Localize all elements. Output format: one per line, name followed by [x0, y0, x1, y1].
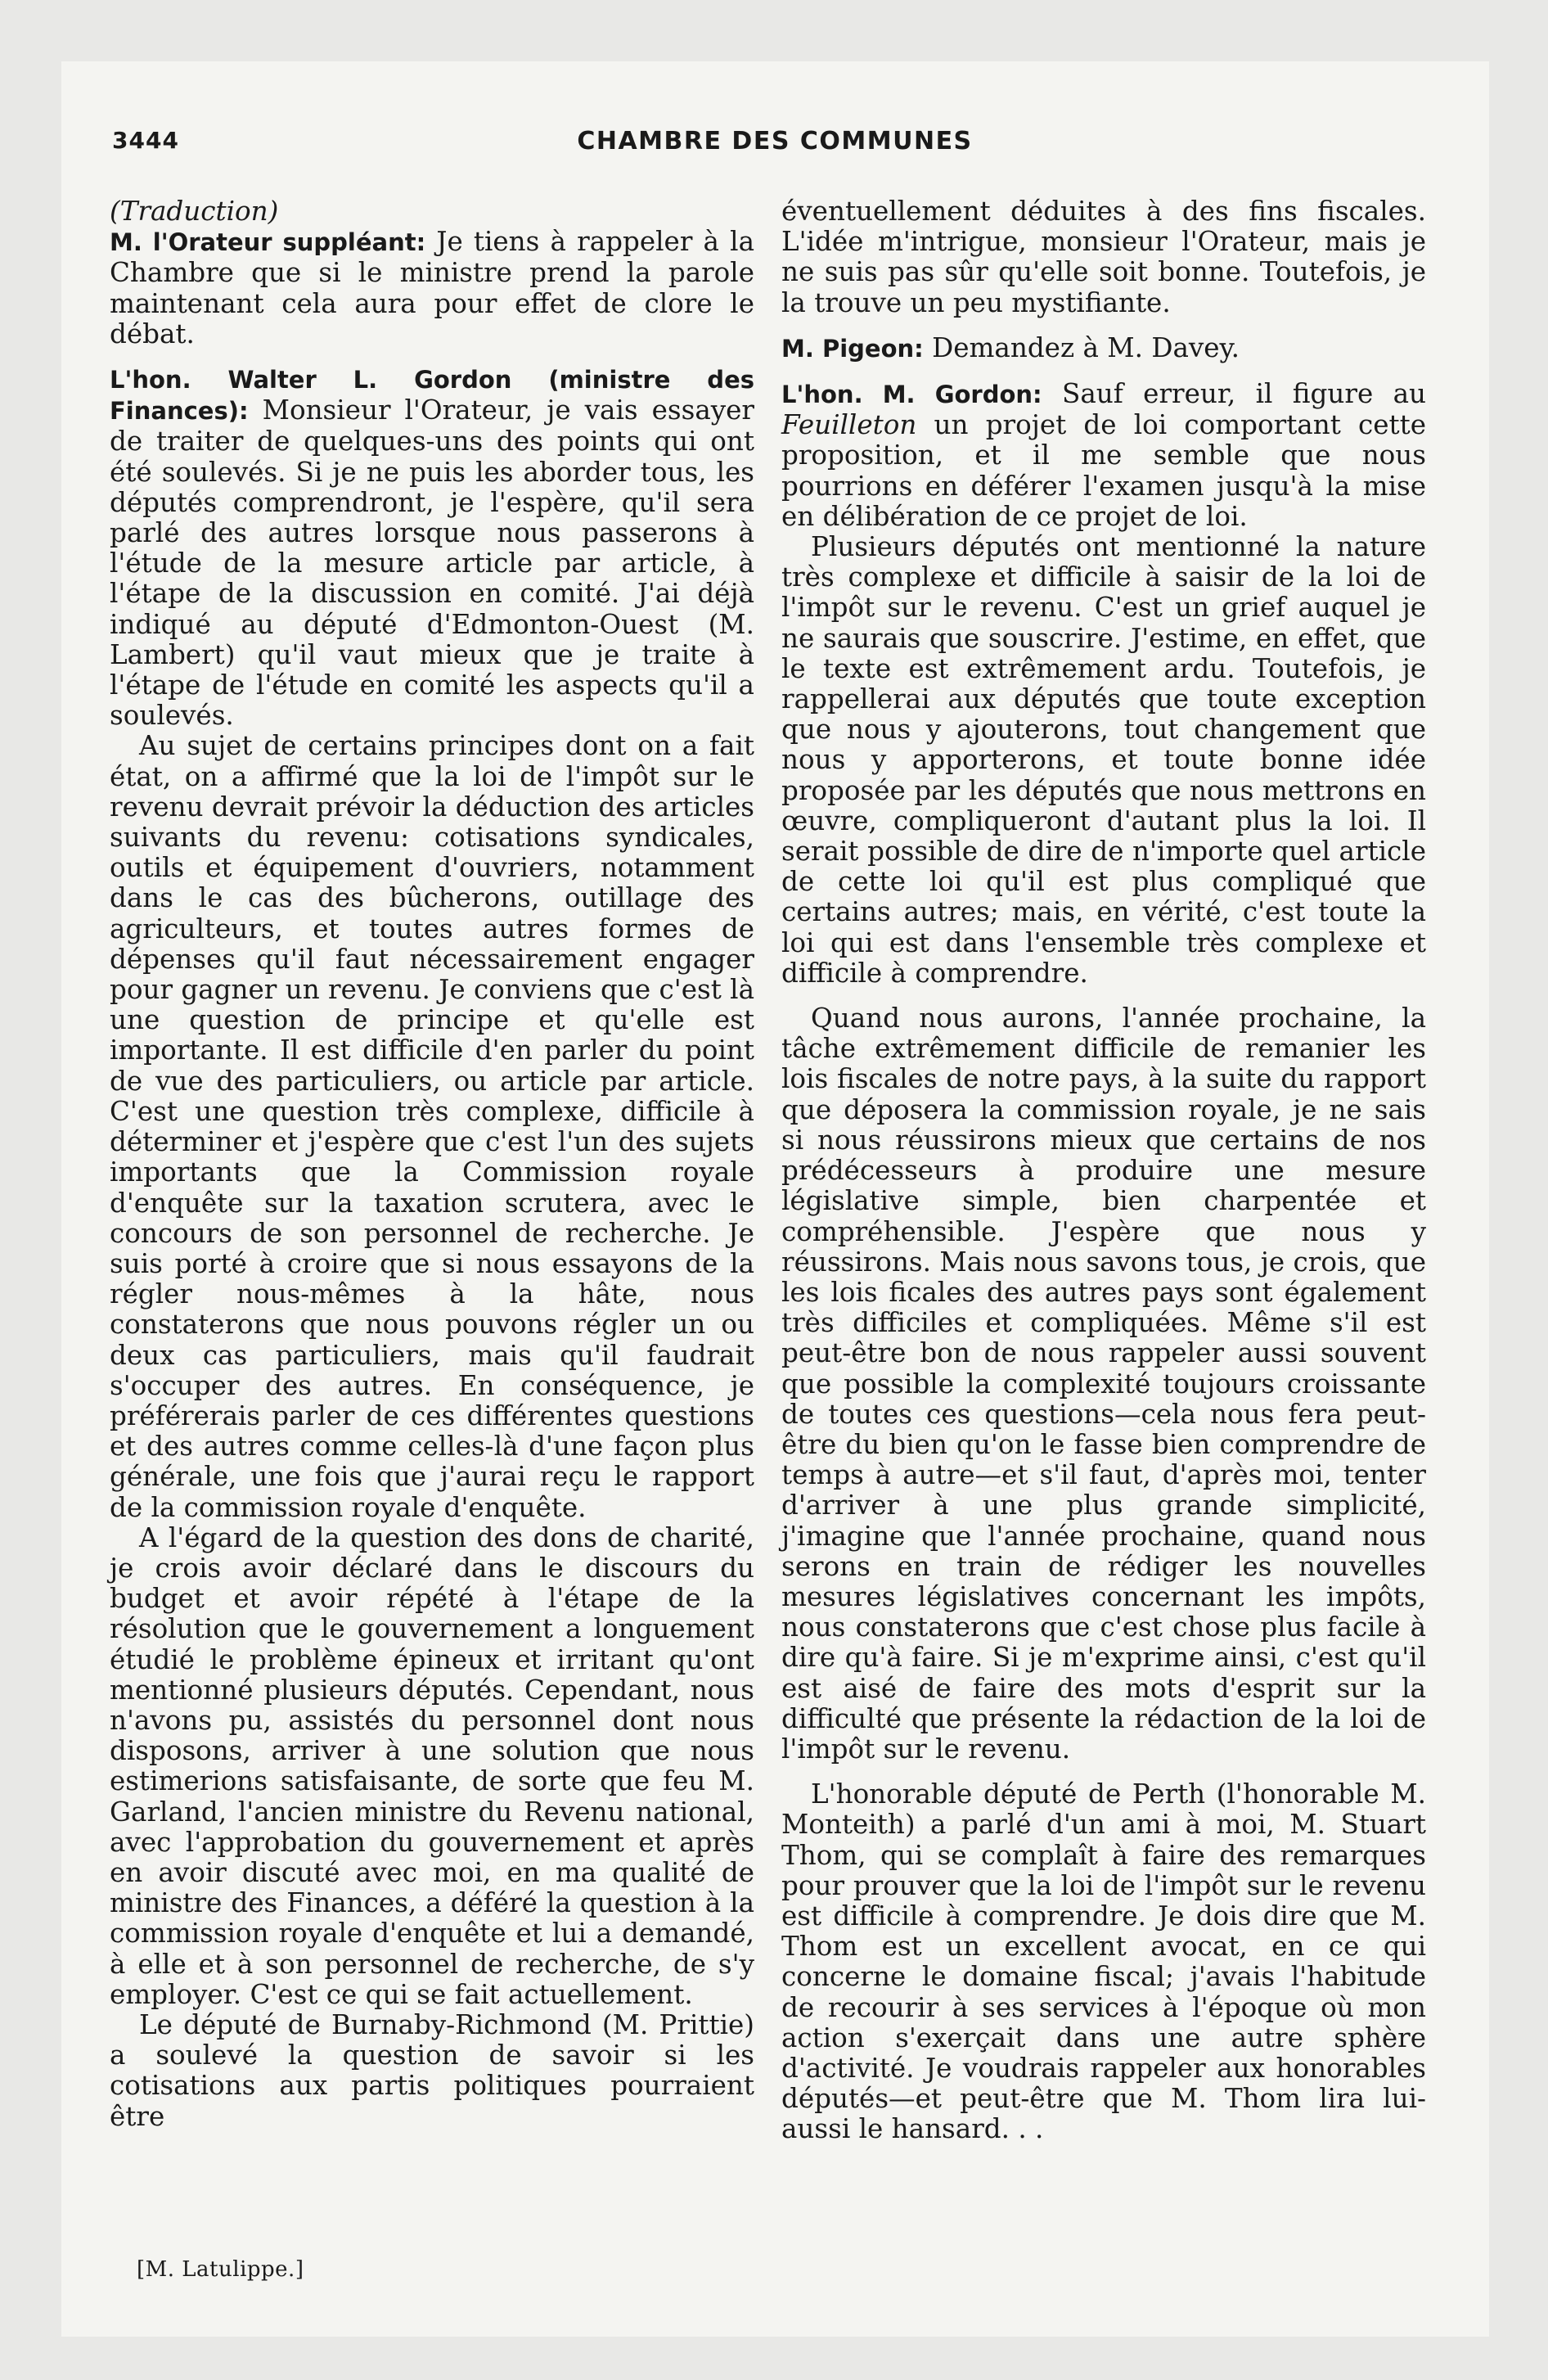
footnote: [M. Latulippe.] [137, 2257, 304, 2282]
italic-term: Feuilleton [781, 409, 917, 441]
page-header [112, 127, 1438, 173]
paragraph [781, 379, 1426, 532]
speech-text: Monsieur l'Orateur, je vais essayer de traiter de quelques-uns des points qui ont été soulevés. Si je ne puis les aborder tous, les députés comprendront, je l'espère, qu'il sera parlé des autres lorsque nous passerons à l'étude de la mesure article par article, à l'étape de la discussion en comité. J'ai déjà indiqué au député d'Edmonton-Ouest (M. Lambert) qu'il vaut mieux que je traite à l'étape de l'étude en comité les aspects qu'il a soulevés. [110, 394, 755, 732]
paragraph: L'honorable député de Perth (l'honorable M. Monteith) a parlé d'un ami à moi, M. Stuart Thom, qui se complaît à faire des remarques pour prouver que la loi de l'impôt sur le revenu est difficile à comprendre. Je dois dire que M. Thom est un excellent avocat, en ce qui concerne le domaine fiscal; j'avais l'habitude de recourir à ses services à l'époque où mon action s'exerçait dans une autre sphère d'activité. Je voudrais rappeler aux honorables députés—et peut-être que M. Thom lira lui-aussi le hansard. . . [781, 1778, 1426, 2145]
paragraph: Plusieurs députés ont mentionné la nature très complexe et difficile à saisir de la loi de l'impôt sur le revenu. C'est un grief auquel je ne saurais que souscrire. J'estime, en effet, que le texte est extrêmement ardu. Toutefois, je rappellerai aux députés que toute exception que nous y ajouterons, tout changement que nous y apporterons, et toute bonne idée proposée par les députés que nous mettrons en œuvre, compliqueront d'autant plus la loi. Il serait possible de dire de n'importe quel article de cette loi qu'il est plus compliqué que certains autres; mais, en vérité, c'est toute la loi qui est dans l'ensemble très complexe et difficile à comprendre. [781, 531, 1426, 989]
paragraph [781, 333, 1426, 364]
paragraph: Le député de Burnaby-Richmond (M. Prittie) a soulevé la question de savoir si les cotisations aux partis politiques pourraient être [110, 2008, 754, 2132]
page-number: 3444 [112, 127, 179, 154]
speech-text: Je tiens à rappeler à la Chambre que si le ministre prend la parole maintenant cela aura pour effet de clore le débat. [110, 226, 754, 349]
paragraph: éventuellement déduites à des fins fiscales. L'idée m'intrigue, monsieur l'Orateur, mais je ne suis pas sûr qu'elle soit bonne. Toutefois, je la trouve un peu mystifiante. [781, 196, 1426, 318]
speech-text: un projet de loi comportant cette proposition, et il me semble que nous pourrions en déférer l'examen jusqu'à la mise en délibération de ce projet de loi. [781, 409, 1426, 532]
speaker-name: L'hon. M. Gordon: [781, 381, 1042, 409]
paragraph: Quand nous aurons, l'année prochaine, la tâche extrêmement difficile de remanier les lois fiscales de notre pays, à la suite du rapport que déposera la commission royale, je ne sais si nous réussirons mieux que certains de nos prédécesseurs à produire une mesure législative simple, bien charpentée et compréhensible. J'espère que nous y réussirons. Mais nous savons tous, je crois, que les lois ficales des autres pays sont également très difficiles et compliquées. Même s'il est peut-être bon de nous rappeler aussi souvent que possible la complexité toujours croissante de toutes ces questions—cela nous fera peut-être du bien qu'on le fasse bien comprendre de temps à autre—et s'il faut, d'après moi, tenter d'arriver à une plus grande simplicité, j'imagine que l'année prochaine, quand nous serons en train de rédiger les nouvelles mesures législatives concernant les impôts, nous constaterons que c'est chose plus facile à dire qu'à faire. Si je m'exprime ainsi, c'est qu'il est aisé de faire des mots d'esprit sur la difficulté que présente la rédaction de la loi de l'impôt sur le revenu. [781, 1003, 1426, 1765]
left-column [110, 196, 754, 2132]
speaker-name: L'hon. Walter L. Gordon (ministre des Finances): [110, 366, 754, 426]
speech-text: Demandez à M. Davey. [932, 331, 1240, 363]
paragraph: A l'égard de la question des dons de charité, je crois avoir déclaré dans le discours du budget et avoir répété à l'étape de la résolution que le gouvernement a longuement étudié le problème épineux et irritant qu'ont mentionné plusieurs députés. Cependant, nous n'avons pu, assistés du personnel dont nous disposons, arriver à une solution que nous estimerions satisfaisante, de sorte que feu M. Garland, l'ancien ministre du Revenu national, avec l'approbation du gouvernement et après en avoir discuté avec moi, en ma qualité de ministre des Finances, a déféré la question à la commission royale d'enquête et lui a demandé, à elle et à son personnel de recherche, de s'y employer. C'est ce qui se fait actuellement. [110, 1521, 754, 2010]
speaker-name: M. l'Orateur suppléant: [110, 228, 426, 257]
right-column [781, 196, 1426, 2145]
paragraph [110, 364, 754, 731]
translation-note: (Traduction) [110, 196, 279, 227]
speech-text: Sauf erreur, il figure au [1062, 378, 1427, 410]
paragraph [110, 227, 754, 349]
running-head-title: CHAMBRE DES COMMUNES [577, 127, 973, 156]
paragraph: Au sujet de certains principes dont on a fait état, on a affirmé que la loi de l'impôt sur le revenu devrait prévoir la déduction des articles suivants du revenu: cotisations syndicales, outils et équipement d'ouvriers, notamment dans le cas des bûcherons, outillage des agriculteurs, et toutes autres formes de dépenses qu'il faut nécessairement engager pour gagner un revenu. Je conviens que c'est là une question de principe et qu'elle est importante. Il est difficile d'en parler du point de vue des particuliers, ou article par article. C'est une question très complexe, difficile à déterminer et j'espère que c'est l'un des sujets importants que la Commission royale d'enquête sur la taxation scrutera, avec le concours de son personnel de recherche. Je suis porté à croire que si nous essayons de la régler nous-mêmes à la hâte, nous constaterons que nous pouvons régler un ou deux cas particuliers, mais qu'il faudrait s'occuper des autres. En conséquence, je préférerais parler de ces différentes questions et des autres comme celles-là d'une façon plus générale, une fois que j'aurai reçu le rapport de la commission royale d'enquête. [110, 730, 754, 1523]
speaker-name: M. Pigeon: [781, 334, 924, 363]
